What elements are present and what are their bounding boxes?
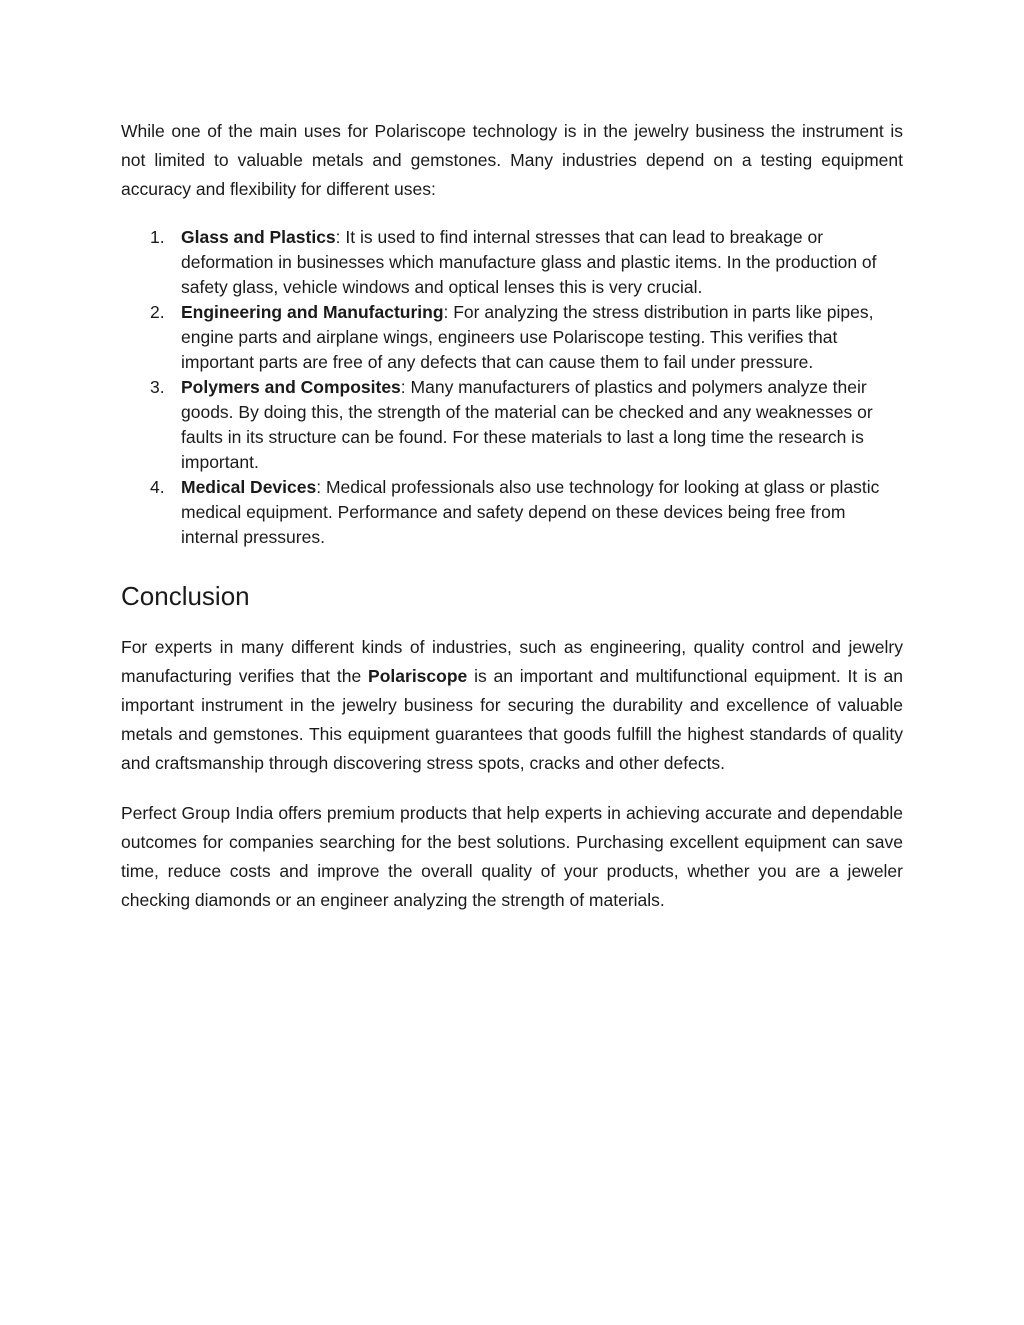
list-item-term: Glass and Plastics (181, 226, 336, 247)
intro-paragraph: While one of the main uses for Polariscope technology is in the jewelry business the instrument is not limited to valuable metals and gemstones. Many industries depend on a testing equipment accuracy and flexibility for different uses: (121, 121, 903, 200)
list-item-term: Polymers and Composites (181, 376, 401, 397)
list-item-number: 2. (150, 301, 165, 322)
list-item-term: Engineering and Manufacturing (181, 301, 444, 322)
list-item-term: Medical Devices (181, 476, 317, 497)
list-item-number: 4. (150, 476, 165, 497)
conclusion-paragraph-1 (121, 633, 903, 779)
list-item (121, 475, 903, 550)
list-item-text: : For analyzing the stress distribution in parts like pipes, engine parts and airplane wings, engineers use Polariscope testing. This verifies that important parts are free of any defects that can cause them to fail under pressure. (181, 301, 874, 372)
polariscope-bold-term: Polariscope (368, 665, 468, 686)
conclusion-p1-before: For experts in many different kinds of industries, such as engineering, quality control and jewelry manufacturing verifies that the (121, 636, 903, 686)
conclusion-p1-after: is an important and multifunctional equipment. It is an important instrument in the jewelry business for securing the durability and excellence of valuable metals and gemstones. This equipment guarantees that goods fulfill the highest standards of quality and craftsmanship through discovering stress spots, cracks and other defects. (121, 665, 903, 774)
list-item-text: : It is used to find internal stresses that can lead to breakage or deformation in businesses which manufacture glass and plastic items. In the production of safety glass, vehicle windows and optical lenses this is very crucial. (181, 226, 877, 297)
list-item-number: 1. (150, 226, 165, 247)
conclusion-heading: Conclusion (121, 580, 250, 611)
industry-uses-list (121, 225, 903, 550)
conclusion-paragraph-2: Perfect Group India offers premium products that help experts in achieving accurate and dependable outcomes for companies searching for the best solutions. Purchasing excellent equipment can save time, reduce costs and improve the overall quality of your products, whether you are a jeweler checking diamonds or an engineer analyzing the strength of materials. (121, 802, 903, 911)
list-item-text: : Many manufacturers of plastics and polymers analyze their goods. By doing this, the strength of the material can be checked and any weaknesses or faults in its structure can be found. For these materials to last a long time the research is important. (181, 376, 873, 472)
list-item-number: 3. (150, 376, 165, 397)
list-item (121, 375, 903, 475)
document-page (121, 117, 903, 915)
list-item (121, 225, 903, 300)
list-item-text: : Medical professionals also use technology for looking at glass or plastic medical equipment. Performance and safety depend on these devices being free from internal pressures. (181, 476, 880, 547)
list-item (121, 300, 903, 375)
